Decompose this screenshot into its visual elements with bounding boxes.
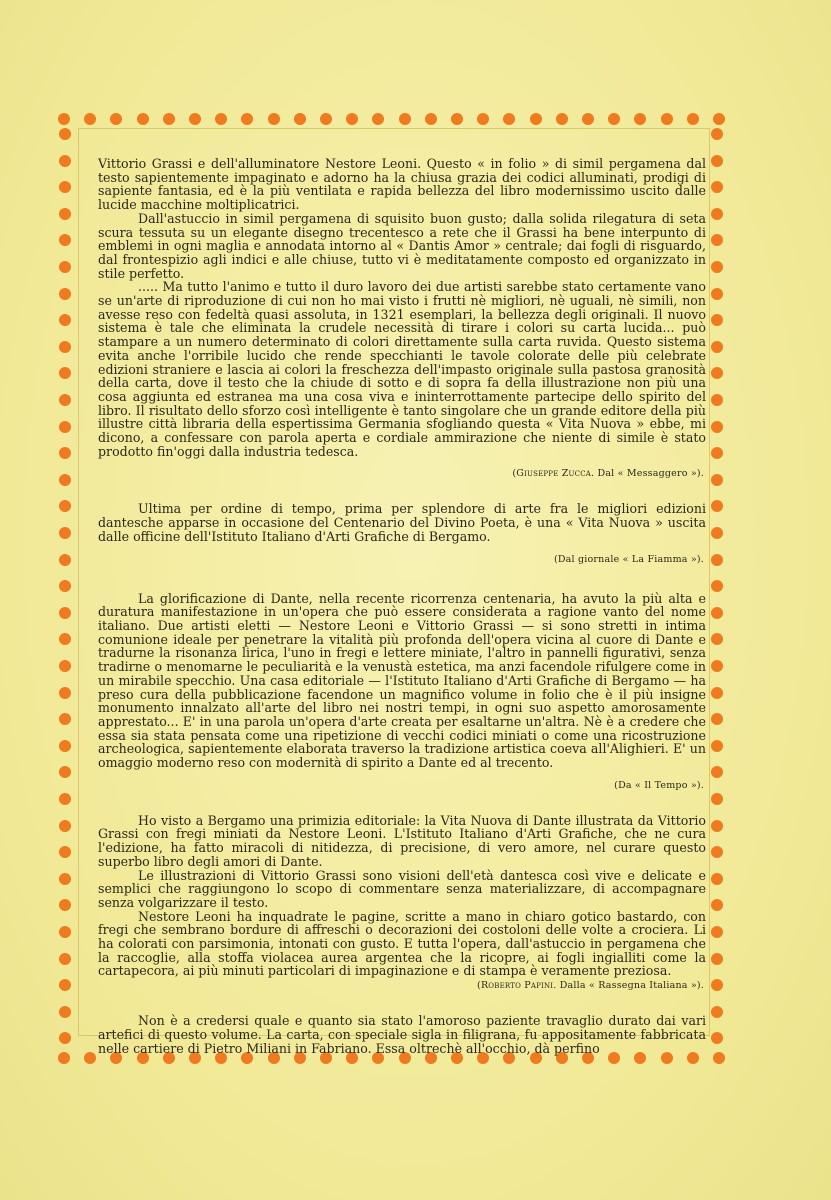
border-dot xyxy=(711,288,723,300)
border-dot xyxy=(425,113,437,125)
border-dot xyxy=(110,113,122,125)
border-dot xyxy=(59,740,71,752)
border-dot xyxy=(711,1006,723,1018)
review-section xyxy=(98,157,706,480)
border-dot xyxy=(711,474,723,486)
border-dot xyxy=(711,580,723,592)
border-dot xyxy=(59,341,71,353)
border-dot xyxy=(711,181,723,193)
border-dot xyxy=(59,766,71,778)
source-credit: (Roberto Papini. Dalla « Rassegna Italiana »). xyxy=(477,980,704,992)
border-dot xyxy=(163,113,175,125)
border-dot xyxy=(711,208,723,220)
border-dot xyxy=(711,926,723,938)
border-dot xyxy=(59,208,71,220)
credit-source: . Dal « Messaggero »). xyxy=(591,468,704,480)
border-dot xyxy=(137,113,149,125)
review-section xyxy=(98,502,706,565)
border-dot xyxy=(399,113,411,125)
border-dot xyxy=(711,155,723,167)
source-credit xyxy=(98,554,704,566)
border-dot xyxy=(711,846,723,858)
border-dot xyxy=(711,660,723,672)
border-dot xyxy=(58,113,70,125)
paragraph: Ultima per ordine di tempo, prima per splendore di arte fra le migliori edizioni dantesche apparse in occasione del Centenario del Divino Poeta, è una « Vita Nuova » uscita dalle officine dell'Istituto Italiano d'Arti Grafiche di Bergamo. xyxy=(98,501,706,544)
border-dot xyxy=(711,793,723,805)
border-dot xyxy=(711,500,723,512)
border-dot xyxy=(687,113,699,125)
border-dot xyxy=(711,766,723,778)
page-text xyxy=(98,157,706,1055)
top-dot-border xyxy=(58,112,728,126)
paragraph: ..... Ma tutto l'animo e tutto il duro lavoro dei due artisti sarebbe stato certamente vano se un'arte di riproduzione di cui non ho mai visto i frutti nè migliori, nè uguali, nè simili, non avesse reso con fedeltà quasi assoluta, in 1321 esemplari, la bellezza degli originali. Il nuovo sistema è tale che eliminata la crudele necessità di tirare i colori su carta lucida... può stampare a un numero determinato di colori direttamente sulla carta ruvida. Questo sistema evita anche l'orribile lucido che rende specchianti le tavole colorate delle più celebrate edizioni straniere e lascia ai colori la freschezza dell'impasto originale sulla pastosa granosità della carta, dove il testo che la chiude di sotto e di sopra fa della illustrazione non più una cosa aggiunta ed estranea ma una cosa viva e ininterrottamente partecipe dello spirito del libro. Il risultato dello sforzo così intelligente è tanto singolare che un grande editore della più illustre città libraria della espertissima Germania sfogliando questa « Vita Nuova » ebbe, mi dicono, a confessare con parola aperta e cordiale ammirazione che niente di simile è stato prodotto fin'oggi dalla industria tedesca. xyxy=(98,279,706,459)
paragraph: Non è a credersi quale e quanto sia stato l'amoroso paziente travaglio durato dai vari artefici di questo volume. La carta, con speciale sigla in filigrana, fu appositamente fabbricata nelle cartiere di Pietro Miliani in Fabriano. Essa oltrechè all'occhio, dà perfino xyxy=(98,1013,706,1056)
border-dot xyxy=(59,367,71,379)
border-dot xyxy=(530,113,542,125)
border-dot xyxy=(294,113,306,125)
border-dot xyxy=(711,394,723,406)
border-dot xyxy=(372,113,384,125)
border-dot xyxy=(59,421,71,433)
border-dot xyxy=(59,873,71,885)
border-dot xyxy=(711,687,723,699)
border-dot xyxy=(711,128,723,140)
border-dot xyxy=(59,1032,71,1044)
border-dot xyxy=(661,113,673,125)
border-dot xyxy=(582,113,594,125)
left-dot-border xyxy=(58,128,72,1058)
border-dot xyxy=(59,580,71,592)
border-dot xyxy=(59,846,71,858)
border-dot xyxy=(711,713,723,725)
border-dot xyxy=(241,113,253,125)
border-dot xyxy=(59,660,71,672)
paragraph: Dall'astuccio in simil pergamena di squisito buon gusto; dalla solida rilegatura di seta scura tessuta su un elegante disegno trecentesco a rete che il Grassi ha bene interpunto di emblemi in ogni maglia e annodata intorno al « Dantis Amor » centrale; dai fogli di risguardo, dal frontespizio agli indici e alle chiuse, tutto vi è meditatamente composto ed organizzato in stile perfetto. xyxy=(98,210,706,281)
right-dot-border xyxy=(710,128,724,1058)
border-dot xyxy=(711,607,723,619)
border-dot xyxy=(503,113,515,125)
paragraph: Ho visto a Bergamo una primizia editoriale: la Vita Nuova di Dante illustrata da Vittorio Grassi con fregi miniati da Nestore Leoni. L'Istituto Italiano d'Arti Grafiche, che ne cura l'edizione, ha fatto miracoli di nitidezza, di precisione, di vero amore, nel curare questo superbo libro degli amori di Dante. xyxy=(98,812,706,869)
border-dot xyxy=(713,113,725,125)
border-dot xyxy=(711,314,723,326)
border-dot xyxy=(59,234,71,246)
border-dot xyxy=(711,421,723,433)
border-dot xyxy=(59,181,71,193)
border-dot xyxy=(711,261,723,273)
border-dot xyxy=(59,899,71,911)
border-dot xyxy=(59,261,71,273)
border-dot xyxy=(59,155,71,167)
border-dot xyxy=(711,367,723,379)
border-dot xyxy=(320,113,332,125)
border-dot xyxy=(215,113,227,125)
border-dot xyxy=(711,820,723,832)
paragraph: Nestore Leoni ha inquadrate le pagine, scritte a mano in chiaro gotico bastardo, con fregi che sembrano bordure di affreschi o decorazioni dei costoloni delle volte a crociera. Li ha colorati con parsimonia, intonati con gusto. E tutta l'opera, dall'astuccio in pergamena che la raccoglie, alla stoffa violacea aurea argentea che la ricopre, ai fogli ingialliti come la cartapecora, ai più minuti particolari di impaginazione e di stampa è veramente preziosa. xyxy=(98,908,706,979)
border-dot xyxy=(59,447,71,459)
paragraph: Le illustrazioni di Vittorio Grassi sono visioni dell'età dantesca così vive e delicate e semplici che raggiungono lo scopo di commentare senza materializzare, di accompagnare senza volgarizzare il testo. xyxy=(98,867,706,910)
credit-author: Roberto Papini xyxy=(480,980,554,992)
border-dot xyxy=(711,979,723,991)
paragraph: La glorificazione di Dante, nella recente ricorrenza centenaria, ha avuto la più alta e duratura manifestazione in un'opera che può essere considerata a ragione vanto del nome italiano. Due artisti eletti — Nestore Leoni e Vittorio Grassi — si sono stretti in intima comunione ideale per penetrare la vitalità più profonda dell'opera vicina al cuore di Dante e tradurne la risonanza lirica, l'uno in fregi e lettere miniate, l'altro in pannelli figurativi, senza tradirne o menomarne le peculiarità e la venustà estetica, ma anzi facendole rifulgere come in un mirabile specchio. Una casa editoriale — l'Istituto Italiano d'Arti Grafiche di Bergamo — ha preso cura della pubblicazione facendone un magnifico volume in folio che è il più insigne monumento innalzato all'arte del libro nei nostri tempi, in ogni suo aspetto amorosamente apprestato... E' in una parola un'opera d'arte creata per esaltarne un'altra. Nè è a credere che essa sia stata pensata come una ripetizione di vecchi codici miniati o come una ricostruzione archeologica, sapientemente elaborata traverso la tradizione artistica coeva all'Alighieri. E' un omaggio moderno reso con modernità di spirito a Dante ed al trecento. xyxy=(98,590,706,771)
border-dot xyxy=(711,341,723,353)
border-dot xyxy=(477,113,489,125)
border-dot xyxy=(346,113,358,125)
border-dot xyxy=(59,713,71,725)
border-dot xyxy=(59,554,71,566)
review-section xyxy=(98,592,706,792)
border-dot xyxy=(711,527,723,539)
border-dot xyxy=(608,113,620,125)
border-dot xyxy=(84,113,96,125)
border-dot xyxy=(556,113,568,125)
border-dot xyxy=(711,234,723,246)
border-dot xyxy=(711,447,723,459)
credit-author: Giuseppe Zucca xyxy=(516,468,592,480)
credit-source: (Da « Il Tempo »). xyxy=(614,779,704,791)
border-dot xyxy=(711,740,723,752)
border-dot xyxy=(59,793,71,805)
border-dot xyxy=(59,527,71,539)
border-dot xyxy=(711,554,723,566)
border-dot xyxy=(189,113,201,125)
border-dot xyxy=(59,926,71,938)
credit-source: . Dalla « Rassegna Italiana »). xyxy=(553,980,704,992)
border-dot xyxy=(59,953,71,965)
border-dot xyxy=(84,1052,96,1064)
border-dot xyxy=(59,633,71,645)
border-dot xyxy=(59,500,71,512)
source-credit xyxy=(98,780,704,792)
border-dot xyxy=(451,113,463,125)
border-dot xyxy=(59,607,71,619)
paragraph: Vittorio Grassi e dell'alluminatore Nestore Leoni. Questo « in folio » di simil pergamena dal testo sapientemente impaginato e adorno ha la chiusa grazia dei codici alluminati, prodigi di sapiente fantasia, ed è la più ventilata e rapida bellezza del libro modernissimo uscito dalle lucide macchine moltiplicatrici. xyxy=(98,156,706,213)
border-dot xyxy=(59,979,71,991)
border-dot xyxy=(711,953,723,965)
border-dot xyxy=(59,820,71,832)
credit-source: (Dal giornale « La Fiamma »). xyxy=(553,553,704,565)
border-dot xyxy=(59,394,71,406)
border-dot xyxy=(711,899,723,911)
review-section xyxy=(98,814,706,992)
border-dot xyxy=(711,1032,723,1044)
border-dot xyxy=(59,474,71,486)
review-section xyxy=(98,1014,706,1055)
border-dot xyxy=(711,873,723,885)
border-dot xyxy=(59,687,71,699)
border-dot xyxy=(59,314,71,326)
border-dot xyxy=(59,288,71,300)
border-dot xyxy=(59,128,71,140)
border-dot xyxy=(634,113,646,125)
source-credit: (Giuseppe Zucca. Dal « Messaggero »). xyxy=(512,468,704,480)
border-dot xyxy=(711,633,723,645)
border-dot xyxy=(59,1006,71,1018)
border-dot xyxy=(268,113,280,125)
